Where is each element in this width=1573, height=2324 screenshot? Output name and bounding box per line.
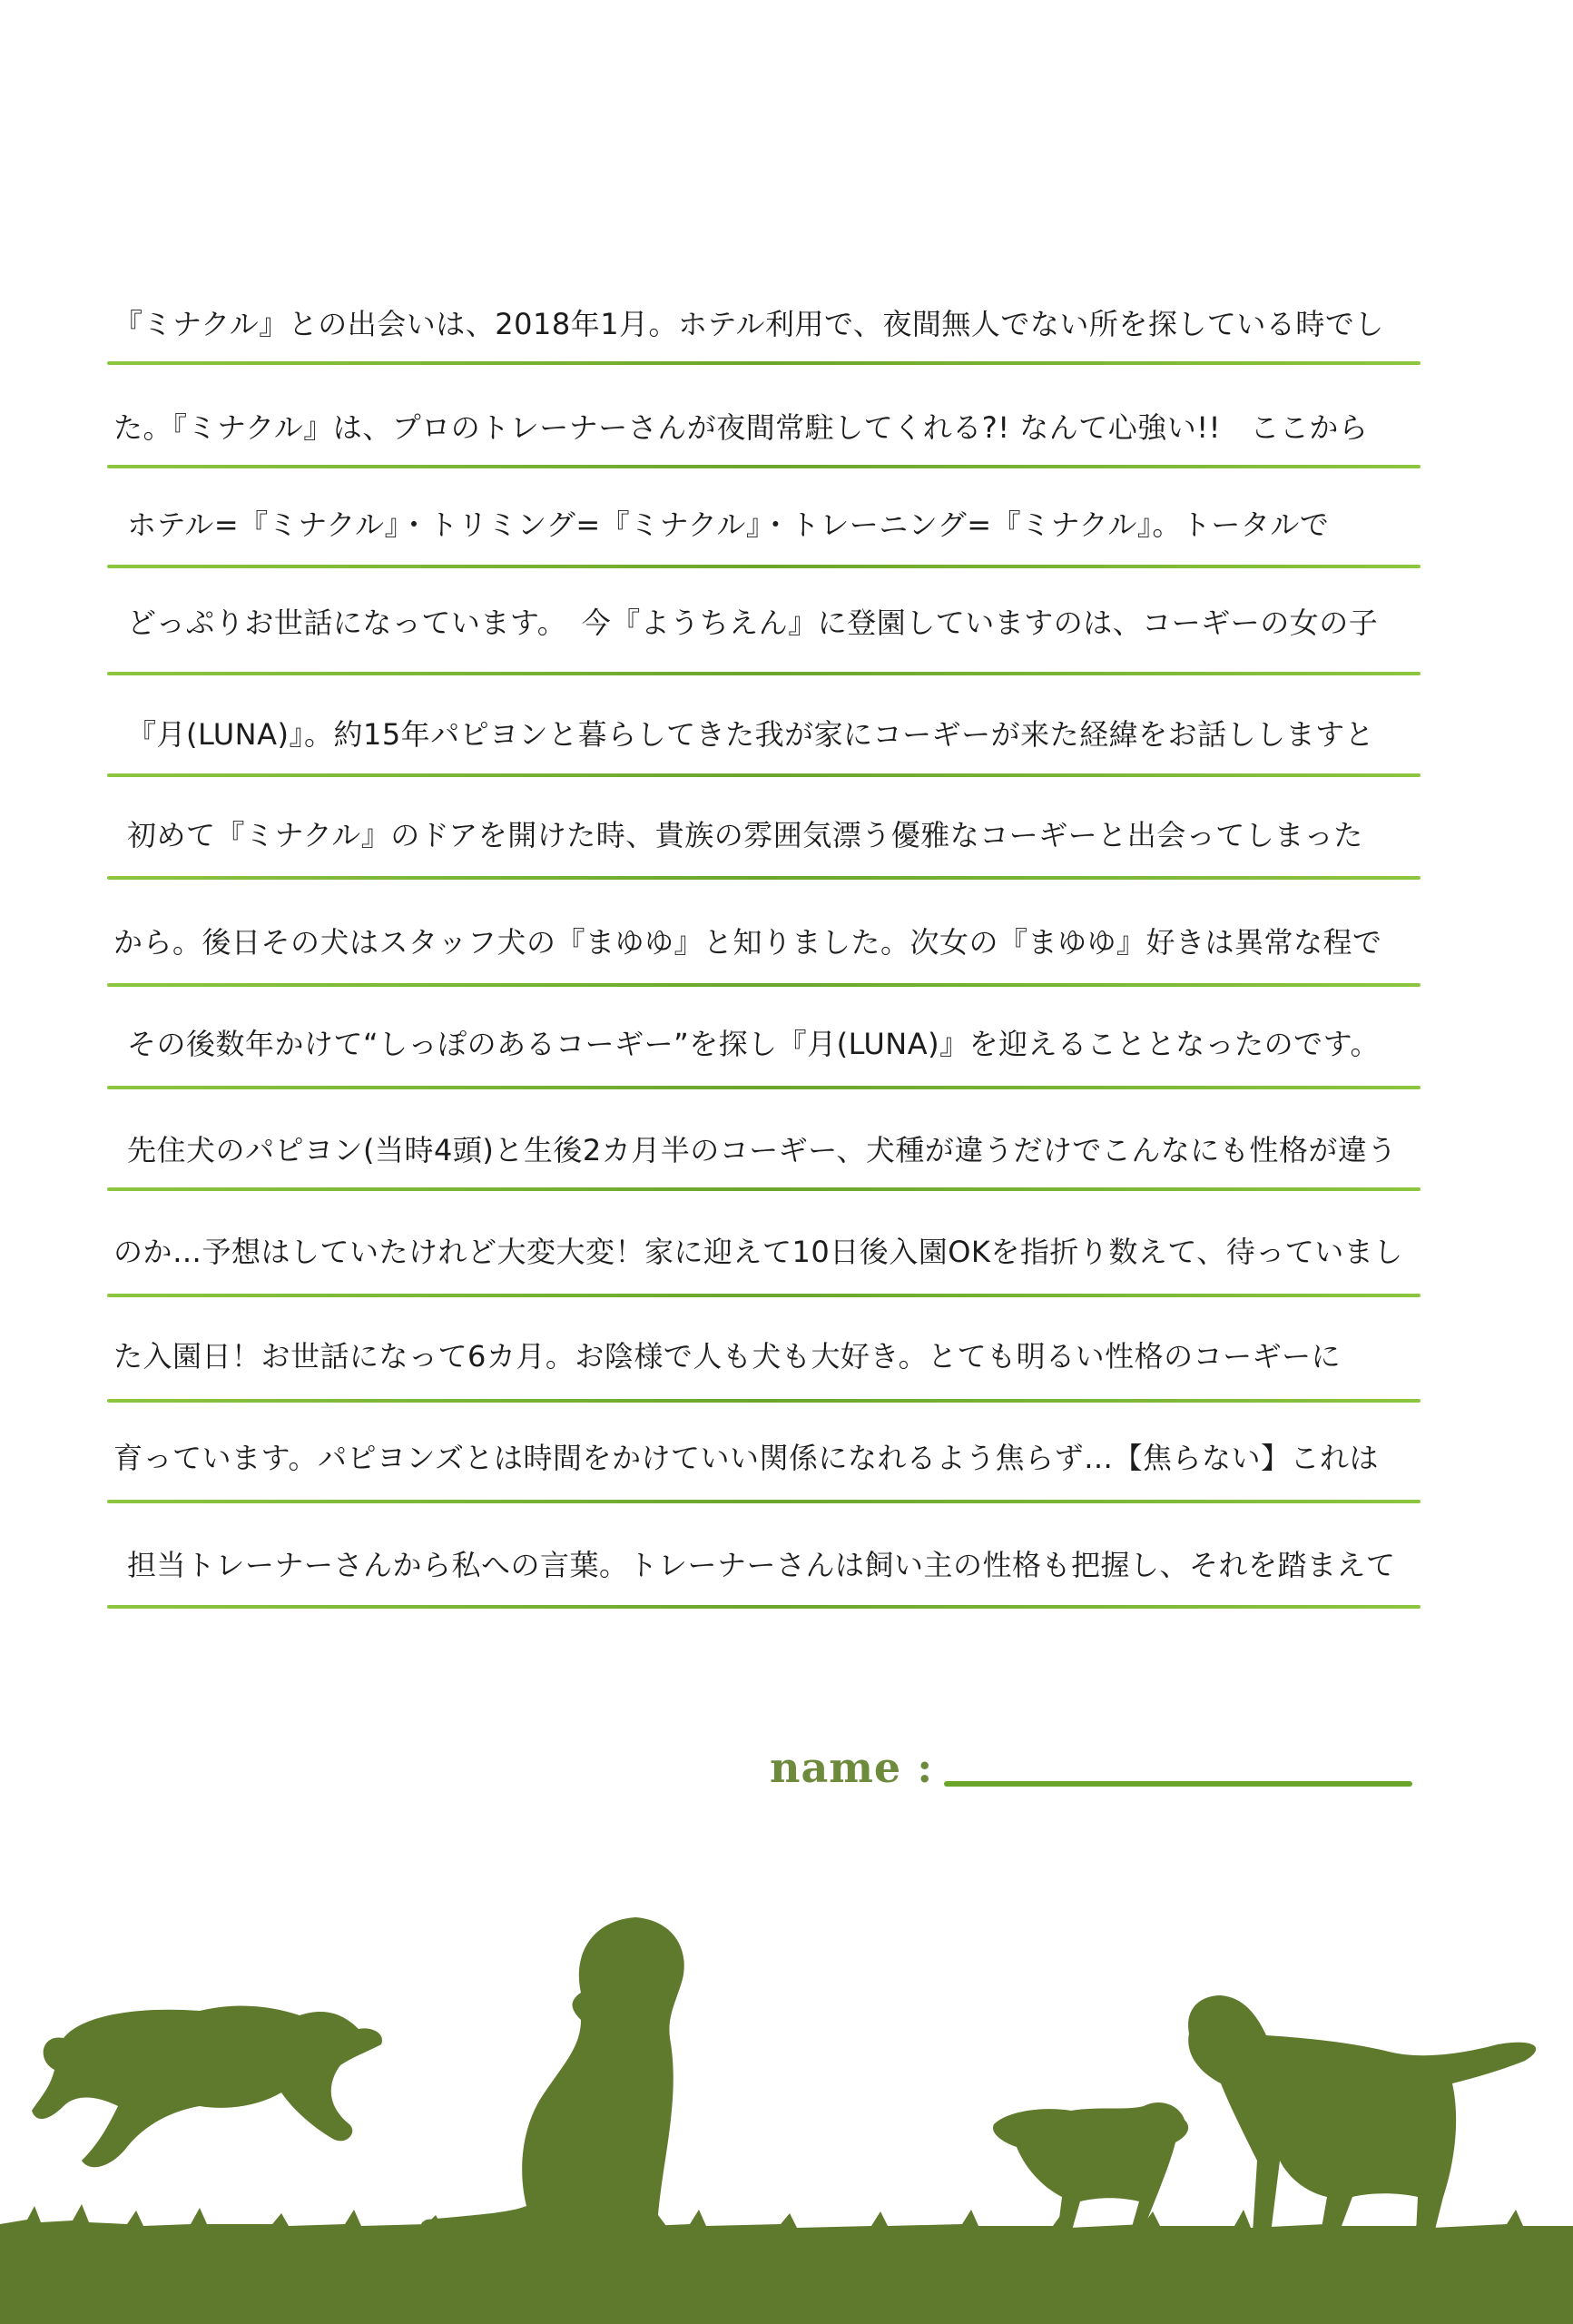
ruled-line — [107, 773, 1421, 777]
ruled-line — [107, 1187, 1421, 1191]
text-line-9: 先住犬のパピヨン(当時4頭)と生後2カ月半のコーギー、犬種が違うだけでこんなにも性格が違う — [127, 1133, 1397, 1167]
text-line-6: 初めて『ミナクル』のドアを開けた時、貴族の雰囲気漂う優雅なコーギーと出会ってしまった — [127, 818, 1363, 852]
text-line-12: 育っています。パピヨンズとは時間をかけていい関係になれるよう焦らず…【焦らない】これは — [113, 1441, 1379, 1475]
ruled-line — [107, 361, 1421, 365]
text-line-5: 『月(LUNA)』。約15年パピヨンと暮らしてきた我が家にコーギーが来た経緯をお話ししますと — [127, 717, 1375, 752]
text-line-8: その後数年かけて“しっぽのあるコーギー”を探し『月(LUNA)』を迎えることとなったのです。 — [127, 1027, 1381, 1061]
ruled-line — [107, 1399, 1421, 1403]
ruled-line — [107, 565, 1421, 568]
name-signature-line[interactable] — [944, 1781, 1412, 1787]
ruled-line — [107, 1086, 1421, 1089]
text-line-2: た。『ミナクル』は、プロのトレーナーさんが夜間常駐してくれる?! なんて心強い!! ここから — [113, 410, 1369, 445]
dog-silhouette-icon — [0, 1834, 1573, 2324]
ruled-line — [107, 1605, 1421, 1609]
text-line-4: どっぷりお世話になっています。 今『ようちえん』に登園していますのは、コーギーの女の子 — [127, 606, 1379, 640]
ruled-line — [107, 1294, 1421, 1297]
text-line-11: た入園日！お世話になって6カ月。お陰様で人も犬も大好き。とても明るい性格のコーギーに — [113, 1339, 1342, 1374]
ruled-line — [107, 465, 1421, 468]
text-line-10: のか…予想はしていたけれど大変大変！家に迎えて10日後入園OKを指折り数えて、待っていまし — [113, 1235, 1403, 1269]
ruled-line — [107, 1500, 1421, 1503]
text-line-3: ホテル=『ミナクル』・トリミング=『ミナクル』・トレーニング=『ミナクル』。トータルで — [127, 507, 1330, 542]
ruled-line — [107, 672, 1421, 675]
ruled-line — [107, 983, 1421, 987]
text-line-7: から。後日その犬はスタッフ犬の『まゆゆ』と知りました。次女の『まゆゆ』好きは異常な程で — [113, 925, 1382, 960]
text-line-1: 『ミナクル』との出会いは、2018年1月。ホテル利用で、夜間無人でない所を探している時でし — [113, 307, 1384, 341]
text-line-13: 担当トレーナーさんから私への言葉。トレーナーさんは飼い主の性格も把握し、それを踏まえて — [127, 1548, 1396, 1582]
name-label: name : — [770, 1743, 934, 1792]
ruled-line — [107, 876, 1421, 880]
